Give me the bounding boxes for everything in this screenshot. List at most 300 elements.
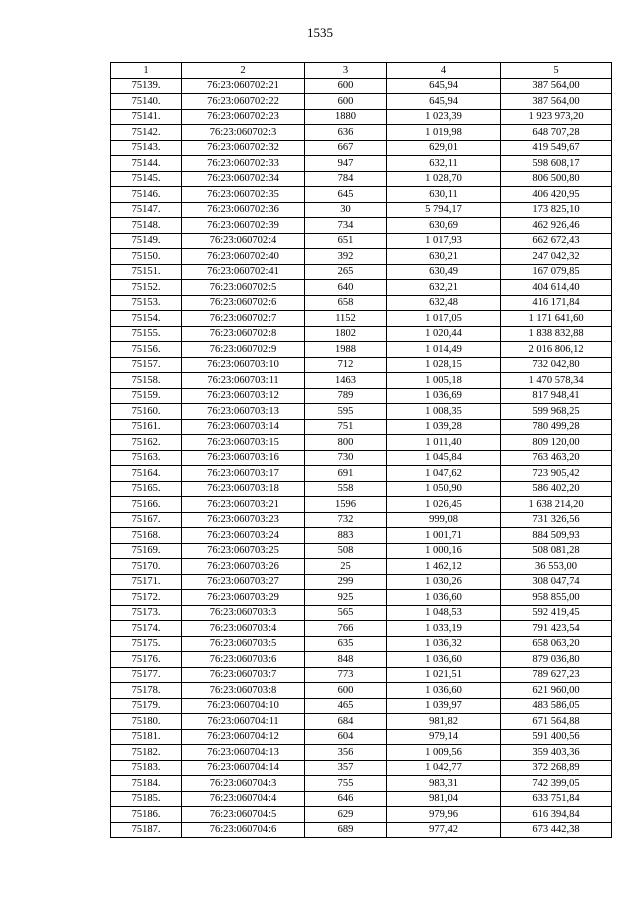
area-cell: 789 xyxy=(305,388,387,404)
cadastral-number-cell: 76:23:060703:5 xyxy=(182,636,305,652)
specific-value-cell: 1 017,93 xyxy=(387,233,501,249)
cadastral-value-cell: 1 838 832,88 xyxy=(501,326,612,342)
table-row xyxy=(111,109,612,125)
cadastral-number-cell: 76:23:060702:34 xyxy=(182,171,305,187)
cadastral-value-cell: 1 171 641,60 xyxy=(501,311,612,327)
area-cell: 392 xyxy=(305,249,387,265)
row-number-cell: 75143. xyxy=(111,140,182,156)
table-row xyxy=(111,125,612,141)
area-cell: 299 xyxy=(305,574,387,590)
row-number-cell: 75185. xyxy=(111,791,182,807)
cadastral-value-cell: 591 400,56 xyxy=(501,729,612,745)
table-row xyxy=(111,311,612,327)
table-row xyxy=(111,745,612,761)
cadastral-value-cell: 763 463,20 xyxy=(501,450,612,466)
table-row xyxy=(111,698,612,714)
row-number-cell: 75164. xyxy=(111,466,182,482)
specific-value-cell: 1 005,18 xyxy=(387,373,501,389)
column-header-4: 4 xyxy=(387,63,501,79)
row-number-cell: 75178. xyxy=(111,683,182,699)
table-row xyxy=(111,140,612,156)
cadastral-number-cell: 76:23:060702:36 xyxy=(182,202,305,218)
row-number-cell: 75179. xyxy=(111,698,182,714)
specific-value-cell: 1 026,45 xyxy=(387,497,501,513)
table-row xyxy=(111,187,612,203)
cadastral-value-cell: 1 638 214,20 xyxy=(501,497,612,513)
area-cell: 645 xyxy=(305,187,387,203)
cadastral-number-cell: 76:23:060702:6 xyxy=(182,295,305,311)
cadastral-value-cell: 167 079,85 xyxy=(501,264,612,280)
specific-value-cell: 1 028,70 xyxy=(387,171,501,187)
area-cell: 1988 xyxy=(305,342,387,358)
row-number-cell: 75183. xyxy=(111,760,182,776)
cadastral-number-cell: 76:23:060703:7 xyxy=(182,667,305,683)
cadastral-number-cell: 76:23:060703:4 xyxy=(182,621,305,637)
area-cell: 667 xyxy=(305,140,387,156)
cadastral-number-cell: 76:23:060702:40 xyxy=(182,249,305,265)
area-cell: 629 xyxy=(305,807,387,823)
cadastral-value-cell: 372 268,89 xyxy=(501,760,612,776)
area-cell: 600 xyxy=(305,94,387,110)
table-row xyxy=(111,714,612,730)
row-number-cell: 75145. xyxy=(111,171,182,187)
area-cell: 265 xyxy=(305,264,387,280)
area-cell: 465 xyxy=(305,698,387,714)
cadastral-value-cell: 592 419,45 xyxy=(501,605,612,621)
table-row xyxy=(111,202,612,218)
area-cell: 357 xyxy=(305,760,387,776)
row-number-cell: 75155. xyxy=(111,326,182,342)
cadastral-value-cell: 723 905,42 xyxy=(501,466,612,482)
table-row xyxy=(111,404,612,420)
area-cell: 800 xyxy=(305,435,387,451)
area-cell: 25 xyxy=(305,559,387,575)
specific-value-cell: 645,94 xyxy=(387,94,501,110)
cadastral-number-cell: 76:23:060702:3 xyxy=(182,125,305,141)
cadastral-number-cell: 76:23:060703:3 xyxy=(182,605,305,621)
table-row xyxy=(111,466,612,482)
cadastral-number-cell: 76:23:060704:4 xyxy=(182,791,305,807)
table-row xyxy=(111,357,612,373)
row-number-cell: 75187. xyxy=(111,822,182,838)
cadastral-number-cell: 76:23:060703:18 xyxy=(182,481,305,497)
column-header-2: 2 xyxy=(182,63,305,79)
area-cell: 784 xyxy=(305,171,387,187)
cadastral-value-cell: 884 509,93 xyxy=(501,528,612,544)
specific-value-cell: 630,49 xyxy=(387,264,501,280)
row-number-cell: 75177. xyxy=(111,667,182,683)
area-cell: 1152 xyxy=(305,311,387,327)
area-cell: 595 xyxy=(305,404,387,420)
cadastral-value-cell: 1 923 973,20 xyxy=(501,109,612,125)
specific-value-cell: 1 045,84 xyxy=(387,450,501,466)
cadastral-value-cell: 36 553,00 xyxy=(501,559,612,575)
row-number-cell: 75162. xyxy=(111,435,182,451)
specific-value-cell: 1 036,60 xyxy=(387,683,501,699)
page-number: 1535 xyxy=(307,25,333,40)
row-number-cell: 75186. xyxy=(111,807,182,823)
table-row xyxy=(111,342,612,358)
table-row xyxy=(111,683,612,699)
row-number-cell: 75154. xyxy=(111,311,182,327)
cadastral-value-cell: 173 825,10 xyxy=(501,202,612,218)
specific-value-cell: 1 020,44 xyxy=(387,326,501,342)
area-cell: 751 xyxy=(305,419,387,435)
specific-value-cell: 630,69 xyxy=(387,218,501,234)
table-row xyxy=(111,171,612,187)
table-row xyxy=(111,373,612,389)
specific-value-cell: 630,21 xyxy=(387,249,501,265)
cadastral-value-cell: 671 564,88 xyxy=(501,714,612,730)
specific-value-cell: 1 030,26 xyxy=(387,574,501,590)
area-cell: 600 xyxy=(305,78,387,94)
row-number-cell: 75150. xyxy=(111,249,182,265)
table-row xyxy=(111,776,612,792)
specific-value-cell: 1 014,49 xyxy=(387,342,501,358)
cadastral-value-cell: 731 326,56 xyxy=(501,512,612,528)
cadastral-number-cell: 76:23:060703:24 xyxy=(182,528,305,544)
table-row xyxy=(111,218,612,234)
specific-value-cell: 1 042,77 xyxy=(387,760,501,776)
cadastral-number-cell: 76:23:060702:7 xyxy=(182,311,305,327)
row-number-cell: 75181. xyxy=(111,729,182,745)
cadastral-number-cell: 76:23:060702:4 xyxy=(182,233,305,249)
cadastral-value-cell: 416 171,84 xyxy=(501,295,612,311)
row-number-cell: 75173. xyxy=(111,605,182,621)
cadastral-value-cell: 658 063,20 xyxy=(501,636,612,652)
area-cell: 30 xyxy=(305,202,387,218)
cadastral-number-cell: 76:23:060702:5 xyxy=(182,280,305,296)
area-cell: 712 xyxy=(305,357,387,373)
cadastral-value-cell: 586 402,20 xyxy=(501,481,612,497)
row-number-cell: 75176. xyxy=(111,652,182,668)
area-cell: 600 xyxy=(305,683,387,699)
area-cell: 635 xyxy=(305,636,387,652)
specific-value-cell: 1 036,60 xyxy=(387,652,501,668)
cadastral-number-cell: 76:23:060702:23 xyxy=(182,109,305,125)
table-row xyxy=(111,94,612,110)
cadastral-number-cell: 76:23:060704:6 xyxy=(182,822,305,838)
cadastral-value-cell: 387 564,00 xyxy=(501,94,612,110)
cadastral-value-cell: 633 751,84 xyxy=(501,791,612,807)
row-number-cell: 75151. xyxy=(111,264,182,280)
specific-value-cell: 632,11 xyxy=(387,156,501,172)
cadastral-value-table xyxy=(110,62,612,838)
specific-value-cell: 979,14 xyxy=(387,729,501,745)
row-number-cell: 75180. xyxy=(111,714,182,730)
column-header-3: 3 xyxy=(305,63,387,79)
cadastral-value-cell: 599 968,25 xyxy=(501,404,612,420)
cadastral-number-cell: 76:23:060703:27 xyxy=(182,574,305,590)
row-number-cell: 75149. xyxy=(111,233,182,249)
area-cell: 947 xyxy=(305,156,387,172)
cadastral-number-cell: 76:23:060703:21 xyxy=(182,497,305,513)
cadastral-value-cell: 621 960,00 xyxy=(501,683,612,699)
specific-value-cell: 1 021,51 xyxy=(387,667,501,683)
cadastral-number-cell: 76:23:060702:22 xyxy=(182,94,305,110)
specific-value-cell: 1 011,40 xyxy=(387,435,501,451)
row-number-cell: 75168. xyxy=(111,528,182,544)
table-row xyxy=(111,78,612,94)
cadastral-value-cell: 809 120,00 xyxy=(501,435,612,451)
row-number-cell: 75172. xyxy=(111,590,182,606)
cadastral-value-cell: 662 672,43 xyxy=(501,233,612,249)
row-number-cell: 75153. xyxy=(111,295,182,311)
cadastral-number-cell: 76:23:060702:39 xyxy=(182,218,305,234)
row-number-cell: 75182. xyxy=(111,745,182,761)
area-cell: 766 xyxy=(305,621,387,637)
specific-value-cell: 981,82 xyxy=(387,714,501,730)
table-row xyxy=(111,636,612,652)
row-number-cell: 75171. xyxy=(111,574,182,590)
table-row xyxy=(111,543,612,559)
table-row xyxy=(111,481,612,497)
row-number-cell: 75170. xyxy=(111,559,182,575)
specific-value-cell: 999,08 xyxy=(387,512,501,528)
specific-value-cell: 1 000,16 xyxy=(387,543,501,559)
table-row xyxy=(111,528,612,544)
cadastral-value-cell: 789 627,23 xyxy=(501,667,612,683)
area-cell: 640 xyxy=(305,280,387,296)
row-number-cell: 75142. xyxy=(111,125,182,141)
row-number-cell: 75175. xyxy=(111,636,182,652)
cadastral-value-cell: 404 614,40 xyxy=(501,280,612,296)
specific-value-cell: 1 047,62 xyxy=(387,466,501,482)
table-row xyxy=(111,729,612,745)
table-row xyxy=(111,574,612,590)
specific-value-cell: 630,11 xyxy=(387,187,501,203)
specific-value-cell: 1 019,98 xyxy=(387,125,501,141)
cadastral-value-cell: 742 399,05 xyxy=(501,776,612,792)
specific-value-cell: 645,94 xyxy=(387,78,501,94)
cadastral-number-cell: 76:23:060703:16 xyxy=(182,450,305,466)
cadastral-value-cell: 508 081,28 xyxy=(501,543,612,559)
table-header-row xyxy=(111,63,612,79)
specific-value-cell: 977,42 xyxy=(387,822,501,838)
area-cell: 651 xyxy=(305,233,387,249)
table-row xyxy=(111,264,612,280)
table-row xyxy=(111,760,612,776)
cadastral-number-cell: 76:23:060703:10 xyxy=(182,357,305,373)
area-cell: 1463 xyxy=(305,373,387,389)
area-cell: 925 xyxy=(305,590,387,606)
specific-value-cell: 1 048,53 xyxy=(387,605,501,621)
cadastral-value-cell: 2 016 806,12 xyxy=(501,342,612,358)
cadastral-value-cell: 817 948,41 xyxy=(501,388,612,404)
cadastral-number-cell: 76:23:060703:6 xyxy=(182,652,305,668)
table-row xyxy=(111,233,612,249)
row-number-cell: 75163. xyxy=(111,450,182,466)
table-body xyxy=(111,78,612,838)
cadastral-number-cell: 76:23:060703:8 xyxy=(182,683,305,699)
table-row xyxy=(111,590,612,606)
area-cell: 734 xyxy=(305,218,387,234)
cadastral-number-cell: 76:23:060704:3 xyxy=(182,776,305,792)
cadastral-number-cell: 76:23:060703:13 xyxy=(182,404,305,420)
cadastral-number-cell: 76:23:060702:35 xyxy=(182,187,305,203)
row-number-cell: 75156. xyxy=(111,342,182,358)
cadastral-number-cell: 76:23:060702:33 xyxy=(182,156,305,172)
specific-value-cell: 1 050,90 xyxy=(387,481,501,497)
cadastral-value-cell: 1 470 578,34 xyxy=(501,373,612,389)
specific-value-cell: 1 462,12 xyxy=(387,559,501,575)
row-number-cell: 75174. xyxy=(111,621,182,637)
cadastral-number-cell: 76:23:060703:15 xyxy=(182,435,305,451)
cadastral-number-cell: 76:23:060704:5 xyxy=(182,807,305,823)
cadastral-number-cell: 76:23:060703:11 xyxy=(182,373,305,389)
cadastral-number-cell: 76:23:060704:12 xyxy=(182,729,305,745)
row-number-cell: 75159. xyxy=(111,388,182,404)
table-row xyxy=(111,497,612,513)
table-row xyxy=(111,791,612,807)
specific-value-cell: 1 023,39 xyxy=(387,109,501,125)
specific-value-cell: 5 794,17 xyxy=(387,202,501,218)
table-row xyxy=(111,605,612,621)
area-cell: 604 xyxy=(305,729,387,745)
specific-value-cell: 632,21 xyxy=(387,280,501,296)
cadastral-number-cell: 76:23:060703:17 xyxy=(182,466,305,482)
cadastral-number-cell: 76:23:060702:32 xyxy=(182,140,305,156)
table-row xyxy=(111,807,612,823)
table-row xyxy=(111,156,612,172)
column-header-5: 5 xyxy=(501,63,612,79)
specific-value-cell: 1 008,35 xyxy=(387,404,501,420)
cadastral-value-cell: 247 042,32 xyxy=(501,249,612,265)
row-number-cell: 75161. xyxy=(111,419,182,435)
row-number-cell: 75157. xyxy=(111,357,182,373)
cadastral-value-cell: 419 549,67 xyxy=(501,140,612,156)
specific-value-cell: 1 028,15 xyxy=(387,357,501,373)
cadastral-value-cell: 673 442,38 xyxy=(501,822,612,838)
table-row xyxy=(111,559,612,575)
table-row xyxy=(111,512,612,528)
cadastral-value-cell: 958 855,00 xyxy=(501,590,612,606)
cadastral-number-cell: 76:23:060704:13 xyxy=(182,745,305,761)
area-cell: 848 xyxy=(305,652,387,668)
table-row xyxy=(111,667,612,683)
specific-value-cell: 1 036,60 xyxy=(387,590,501,606)
specific-value-cell: 979,96 xyxy=(387,807,501,823)
specific-value-cell: 983,31 xyxy=(387,776,501,792)
area-cell: 1880 xyxy=(305,109,387,125)
row-number-cell: 75148. xyxy=(111,218,182,234)
area-cell: 773 xyxy=(305,667,387,683)
table-row xyxy=(111,280,612,296)
cadastral-number-cell: 76:23:060703:14 xyxy=(182,419,305,435)
area-cell: 691 xyxy=(305,466,387,482)
cadastral-value-cell: 598 608,17 xyxy=(501,156,612,172)
cadastral-number-cell: 76:23:060702:21 xyxy=(182,78,305,94)
area-cell: 732 xyxy=(305,512,387,528)
table-row xyxy=(111,388,612,404)
cadastral-number-cell: 76:23:060702:41 xyxy=(182,264,305,280)
area-cell: 565 xyxy=(305,605,387,621)
cadastral-number-cell: 76:23:060704:11 xyxy=(182,714,305,730)
table-row xyxy=(111,419,612,435)
cadastral-number-cell: 76:23:060704:10 xyxy=(182,698,305,714)
area-cell: 689 xyxy=(305,822,387,838)
cadastral-value-cell: 791 423,54 xyxy=(501,621,612,637)
specific-value-cell: 1 039,97 xyxy=(387,698,501,714)
row-number-cell: 75144. xyxy=(111,156,182,172)
specific-value-cell: 629,01 xyxy=(387,140,501,156)
area-cell: 1596 xyxy=(305,497,387,513)
cadastral-value-cell: 806 500,80 xyxy=(501,171,612,187)
area-cell: 646 xyxy=(305,791,387,807)
cadastral-value-cell: 462 926,46 xyxy=(501,218,612,234)
row-number-cell: 75165. xyxy=(111,481,182,497)
row-number-cell: 75166. xyxy=(111,497,182,513)
area-cell: 558 xyxy=(305,481,387,497)
cadastral-value-cell: 359 403,36 xyxy=(501,745,612,761)
cadastral-value-cell: 879 036,80 xyxy=(501,652,612,668)
specific-value-cell: 632,48 xyxy=(387,295,501,311)
cadastral-value-cell: 616 394,84 xyxy=(501,807,612,823)
row-number-cell: 75184. xyxy=(111,776,182,792)
table-row xyxy=(111,822,612,838)
specific-value-cell: 1 036,32 xyxy=(387,636,501,652)
cadastral-value-cell: 483 586,05 xyxy=(501,698,612,714)
cadastral-number-cell: 76:23:060702:8 xyxy=(182,326,305,342)
cadastral-number-cell: 76:23:060704:14 xyxy=(182,760,305,776)
table-row xyxy=(111,249,612,265)
cadastral-number-cell: 76:23:060703:12 xyxy=(182,388,305,404)
row-number-cell: 75169. xyxy=(111,543,182,559)
cadastral-value-cell: 732 042,80 xyxy=(501,357,612,373)
specific-value-cell: 1 036,69 xyxy=(387,388,501,404)
cadastral-number-cell: 76:23:060703:29 xyxy=(182,590,305,606)
row-number-cell: 75160. xyxy=(111,404,182,420)
cadastral-number-cell: 76:23:060703:25 xyxy=(182,543,305,559)
row-number-cell: 75146. xyxy=(111,187,182,203)
row-number-cell: 75141. xyxy=(111,109,182,125)
specific-value-cell: 1 009,56 xyxy=(387,745,501,761)
area-cell: 636 xyxy=(305,125,387,141)
row-number-cell: 75140. xyxy=(111,94,182,110)
row-number-cell: 75158. xyxy=(111,373,182,389)
specific-value-cell: 1 033,19 xyxy=(387,621,501,637)
row-number-cell: 75139. xyxy=(111,78,182,94)
area-cell: 684 xyxy=(305,714,387,730)
specific-value-cell: 981,04 xyxy=(387,791,501,807)
cadastral-value-cell: 308 047,74 xyxy=(501,574,612,590)
table-row xyxy=(111,295,612,311)
row-number-cell: 75152. xyxy=(111,280,182,296)
table-row xyxy=(111,435,612,451)
cadastral-number-cell: 76:23:060703:26 xyxy=(182,559,305,575)
table-row xyxy=(111,621,612,637)
specific-value-cell: 1 001,71 xyxy=(387,528,501,544)
cadastral-value-cell: 780 499,28 xyxy=(501,419,612,435)
row-number-cell: 75167. xyxy=(111,512,182,528)
table-row xyxy=(111,326,612,342)
area-cell: 883 xyxy=(305,528,387,544)
column-header-1: 1 xyxy=(111,63,182,79)
cadastral-value-cell: 406 420,95 xyxy=(501,187,612,203)
cadastral-value-cell: 387 564,00 xyxy=(501,78,612,94)
area-cell: 1802 xyxy=(305,326,387,342)
area-cell: 755 xyxy=(305,776,387,792)
cadastral-value-cell: 648 707,28 xyxy=(501,125,612,141)
area-cell: 658 xyxy=(305,295,387,311)
specific-value-cell: 1 039,28 xyxy=(387,419,501,435)
area-cell: 356 xyxy=(305,745,387,761)
area-cell: 730 xyxy=(305,450,387,466)
area-cell: 508 xyxy=(305,543,387,559)
table-row xyxy=(111,652,612,668)
row-number-cell: 75147. xyxy=(111,202,182,218)
cadastral-number-cell: 76:23:060703:23 xyxy=(182,512,305,528)
